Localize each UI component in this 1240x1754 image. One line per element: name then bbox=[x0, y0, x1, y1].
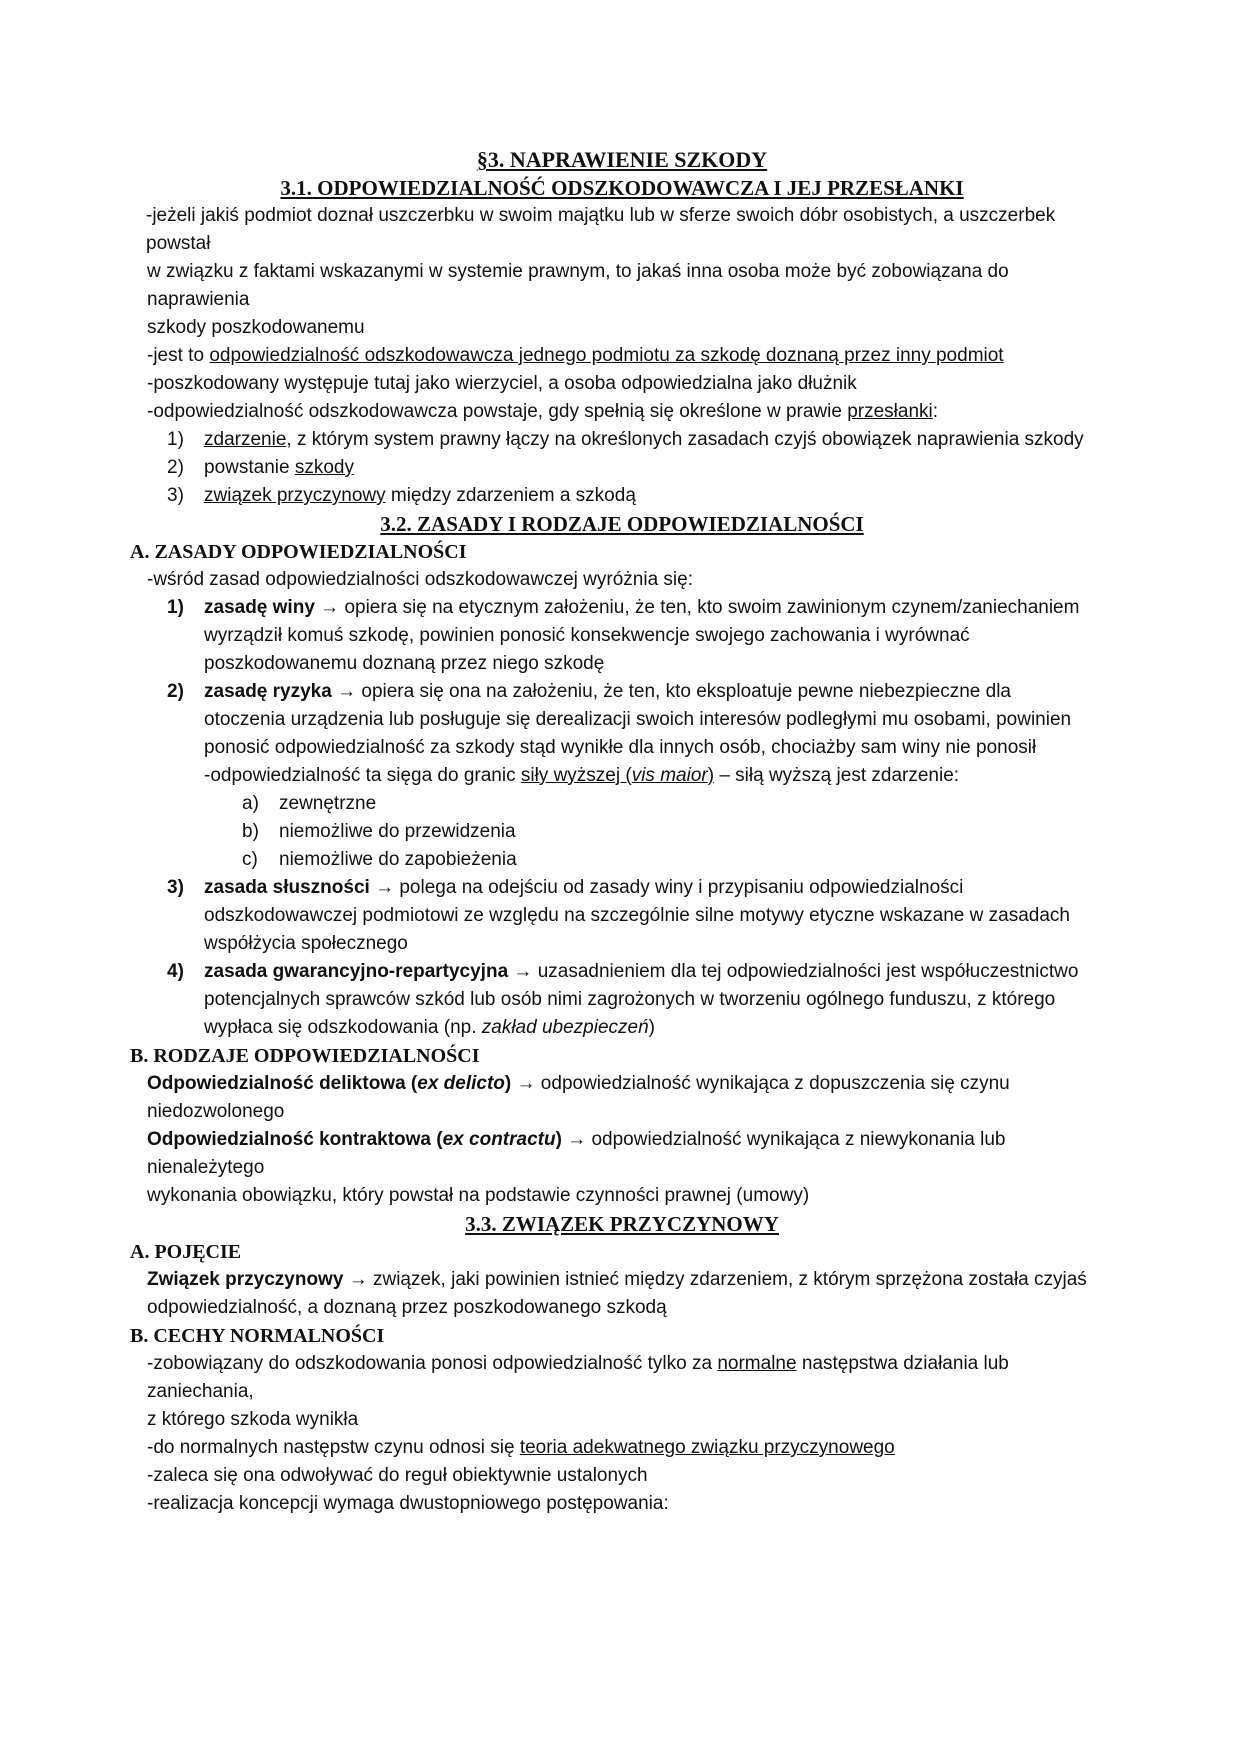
principles-list bbox=[147, 594, 1097, 762]
principles-list-continued bbox=[147, 874, 1097, 1042]
subheading-b: B. CECHY NORMALNOŚCI bbox=[130, 1325, 385, 1347]
paragraph: -jest to odpowiedzialność odszkodowawcza jednego podmiotu za szkodę doznaną przez inny podmiot bbox=[147, 345, 1004, 366]
paragraph: z którego szkoda wynikła bbox=[147, 1409, 359, 1430]
arrow-right-icon: → bbox=[513, 961, 533, 982]
arrow-right-icon: → bbox=[567, 1129, 587, 1150]
list-item: 2) zasadę ryzyka → opiera się ona na założeniu, że ten, kto eksploatuje pewne niebezpieczne dla otoczenia urządzenia lub posługuje się derealizacji swoich interesów podległymi mu osobami, powinien ponosić odpowiedzialność za szkody stąd wynikłe dla innych osób, chociażby sam winy nie ponosił bbox=[167, 681, 1072, 758]
premises-list bbox=[147, 426, 1097, 510]
paragraph: Odpowiedzialność kontraktowa (ex contractu) → odpowiedzialność wynikająca z niewykonania lub nienależytego bbox=[147, 1129, 1006, 1178]
paragraph: -poszkodowany występuje tutaj jako wierzyciel, a osoba odpowiedzialna jako dłużnik bbox=[147, 373, 857, 394]
paragraph: -do normalnych następstw czynu odnosi się teoria adekwatnego związku przyczynowego bbox=[147, 1437, 895, 1458]
paragraph: -zobowiązany do odszkodowania ponosi odpowiedzialność tylko za normalne następstwa działania lub zaniechania, bbox=[147, 1353, 1009, 1402]
arrow-right-icon: → bbox=[375, 877, 395, 898]
subheading-a: A. POJĘCIE bbox=[130, 1241, 242, 1263]
section-heading-3-2: 3.2. ZASADY I RODZAJE ODPOWIEDZIALNOŚCI bbox=[380, 512, 864, 536]
section-heading-3-3: 3.3. ZWIĄZEK PRZYCZYNOWY bbox=[465, 1212, 779, 1236]
arrow-right-icon: → bbox=[320, 597, 340, 618]
paragraph: szkody poszkodowanemu bbox=[147, 317, 365, 338]
arrow-right-icon: → bbox=[337, 681, 357, 702]
list-item: b) niemożliwe do przewidzenia bbox=[242, 821, 516, 842]
document-content bbox=[130, 146, 1097, 1518]
list-item: 1) zasadę winy → opiera się na etycznym założeniu, że ten, kto swoim zawinionym czynem/zaniechaniem wyrządził komuś szkodę, powinien ponosić konsekwencje swojego zachowania i wyrównać poszkodowanemu doznaną przez niego szkodę bbox=[167, 597, 1080, 674]
page-title: §3. NAPRAWIENIE SZKODY bbox=[476, 147, 768, 172]
subheading-a: A. ZASADY ODPOWIEDZIALNOŚCI bbox=[130, 541, 467, 563]
subheading-b: B. RODZAJE ODPOWIEDZIALNOŚCI bbox=[130, 1045, 480, 1067]
list-item: 3) związek przyczynowy między zdarzeniem a szkodą bbox=[167, 485, 636, 506]
list-item: 2) powstanie szkody bbox=[167, 457, 354, 478]
paragraph: -zaleca się ona odwoływać do reguł obiektywnie ustalonych bbox=[147, 1465, 648, 1486]
paragraph: -wśród zasad odpowiedzialności odszkodowawczej wyróżnia się: bbox=[147, 569, 693, 590]
paragraph: -odpowiedzialność odszkodowawcza powstaje, gdy spełnią się określone w prawie przesłanki: bbox=[147, 401, 939, 422]
paragraph: -realizacja koncepcji wymaga dwustopniowego postępowania: bbox=[147, 1493, 669, 1514]
paragraph: Związek przyczynowy → związek, jaki powinien istnieć między zdarzeniem, z którym sprzężona została czyjaś odpowiedzialność, a doznaną przez poszkodowanego szkodą bbox=[147, 1269, 1087, 1318]
arrow-right-icon: → bbox=[348, 1269, 368, 1290]
list-item: a) zewnętrzne bbox=[242, 793, 377, 814]
list-item: 1) zdarzenie, z którym system prawny łączy na określonych zasadach czyjś obowiązek naprawienia szkody bbox=[167, 429, 1084, 450]
list-item: 3) zasada słuszności → polega na odejściu od zasady winy i przypisaniu odpowiedzialności odszkodowawczej podmiotowi ze względu na szczególnie silne motywy etyczne wskazane w zasadach współżycia społecznego bbox=[167, 877, 1070, 954]
paragraph: -odpowiedzialność ta sięga do granic siły wyższej (vis maior) – siłą wyższą jest zdarzenie: bbox=[204, 765, 960, 786]
paragraph: wykonania obowiązku, który powstał na podstawie czynności prawnej (umowy) bbox=[147, 1185, 810, 1206]
force-majeure-list bbox=[147, 790, 1097, 874]
section-heading-3-1: 3.1. ODPOWIEDZIALNOŚĆ ODSZKODOWAWCZA I JEJ PRZESŁANKI bbox=[280, 176, 964, 200]
paragraph: Odpowiedzialność deliktowa (ex delicto) → odpowiedzialność wynikająca z dopuszczenia się czynu niedozwolonego bbox=[147, 1073, 1010, 1122]
paragraph: -jeżeli jakiś podmiot doznał uszczerbku w swoim majątku lub w sferze swoich dóbr osobistych, a uszczerbek powstał bbox=[146, 205, 1056, 254]
arrow-right-icon: → bbox=[516, 1073, 536, 1094]
paragraph: w związku z faktami wskazanymi w systemie prawnym, to jakaś inna osoba może być zobowiązana do naprawienia bbox=[147, 261, 1009, 310]
list-item: c) niemożliwe do zapobieżenia bbox=[242, 849, 517, 870]
list-item: 4) zasada gwarancyjno-repartycyjna → uzasadnieniem dla tej odpowiedzialności jest współuczestnictwo potencjalnych sprawców szkód lub osób nimi zagrożonych w tworzeniu ogólnego funduszu, z którego wypłaca się odszkodowania (np. zakład ubezpieczeń) bbox=[167, 961, 1079, 1038]
